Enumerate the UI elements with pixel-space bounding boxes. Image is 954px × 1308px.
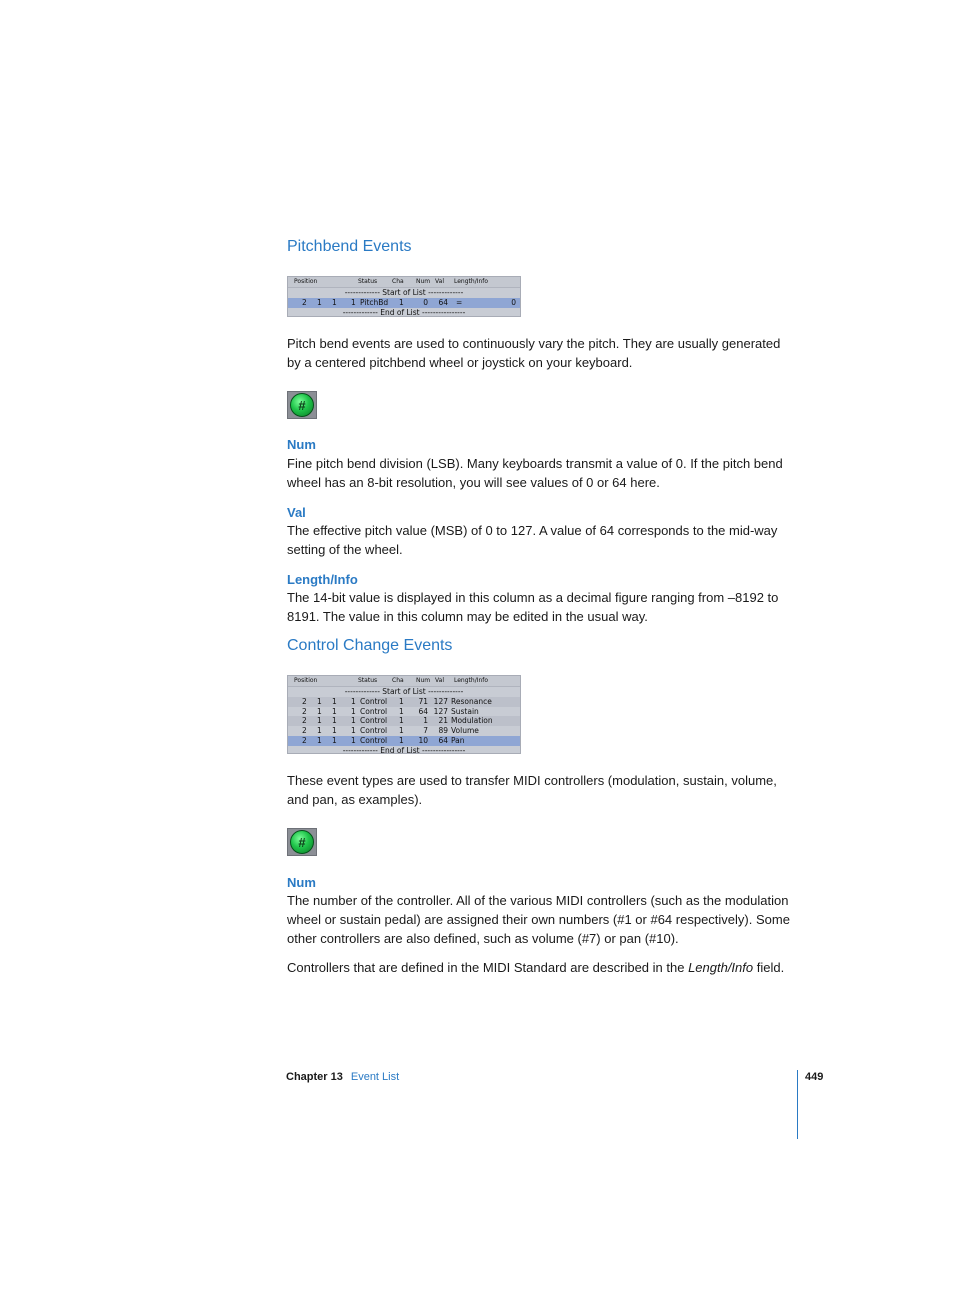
cell-bar[interactable]: 2 xyxy=(302,706,307,716)
page-number: 449 xyxy=(805,1071,824,1083)
event-list-header xyxy=(288,676,520,687)
cell-beat[interactable]: 1 xyxy=(317,726,322,736)
midi-event-icon xyxy=(287,391,317,419)
col-val[interactable]: Val xyxy=(435,677,444,684)
field-title-length-info: Length/Info xyxy=(287,572,358,587)
footer-chapter-title[interactable]: Event List xyxy=(350,1071,400,1083)
cell-info[interactable]: Resonance xyxy=(451,696,492,706)
cell-beat[interactable]: 1 xyxy=(317,696,322,706)
cell-tick[interactable]: 1 xyxy=(351,716,356,726)
cell-num[interactable]: 0 xyxy=(423,297,428,307)
cell-val[interactable]: 64 xyxy=(438,735,448,745)
pitchbend-description: Pitch bend events are used to continuously vary the pitch. They are usually generated by a centered pitchbend wheel or joystick on your keyboard. xyxy=(287,336,781,370)
col-cha[interactable]: Cha xyxy=(392,278,404,285)
cell-status[interactable]: Control xyxy=(360,716,388,726)
col-status[interactable]: Status xyxy=(358,677,378,684)
col-position[interactable]: Position xyxy=(294,677,318,684)
start-marker: ------------- Start of List ------------- xyxy=(344,288,464,297)
end-of-list-row xyxy=(288,308,520,318)
cell-division[interactable]: 1 xyxy=(332,706,337,716)
control-change-description: These event types are used to transfer MIDI controllers (modulation, sustain, volume, and pan, as examples). xyxy=(287,773,777,807)
col-position[interactable]: Position xyxy=(294,278,318,285)
cell-num[interactable]: 10 xyxy=(418,735,428,745)
col-length-info[interactable]: Length/Info xyxy=(454,278,489,285)
section-heading-control-change: Control Change Events xyxy=(287,637,453,654)
cell-bar[interactable]: 2 xyxy=(302,716,307,726)
cell-tick[interactable]: 1 xyxy=(351,726,356,736)
cell-division[interactable]: 1 xyxy=(332,716,337,726)
cell-bar[interactable]: 2 xyxy=(302,726,307,736)
cell-status[interactable]: Control xyxy=(360,726,388,736)
col-num[interactable]: Num xyxy=(416,278,431,285)
cell-symbol: = xyxy=(456,297,463,307)
cell-val[interactable]: 89 xyxy=(438,726,448,736)
field-text-val: The effective pitch value (MSB) of 0 to 127. A value of 64 corresponds to the mid-way setting of the wheel. xyxy=(287,523,778,557)
cell-cha[interactable]: 1 xyxy=(399,735,404,745)
closing-text-end: field. xyxy=(753,960,785,975)
cell-num[interactable]: 7 xyxy=(423,726,428,736)
start-of-list-row xyxy=(288,288,520,298)
event-ball-icon: # xyxy=(290,393,314,417)
cell-val[interactable]: 64 xyxy=(438,297,448,307)
cell-info[interactable]: Volume xyxy=(451,726,479,736)
cell-num[interactable]: 64 xyxy=(418,706,428,716)
cell-division[interactable]: 1 xyxy=(332,297,337,307)
cell-cha[interactable]: 1 xyxy=(399,297,404,307)
col-num[interactable]: Num xyxy=(416,677,431,684)
cell-bar[interactable]: 2 xyxy=(302,735,307,745)
field-title-num: Num xyxy=(287,437,316,452)
cell-beat[interactable]: 1 xyxy=(317,297,322,307)
cell-val[interactable]: 127 xyxy=(433,706,448,716)
cell-num[interactable]: 1 xyxy=(423,716,428,726)
field-title-val: Val xyxy=(287,505,306,520)
table-row[interactable] xyxy=(288,726,520,736)
cell-cha[interactable]: 1 xyxy=(399,706,404,716)
cell-cha[interactable]: 1 xyxy=(399,696,404,706)
cell-bar[interactable]: 2 xyxy=(302,297,307,307)
cell-division[interactable]: 1 xyxy=(332,696,337,706)
cell-status[interactable]: Control xyxy=(360,706,388,716)
table-row[interactable] xyxy=(288,697,520,707)
event-ball-icon: # xyxy=(290,830,314,854)
col-length-info[interactable]: Length/Info xyxy=(454,677,489,684)
end-of-list-row xyxy=(288,746,520,756)
cell-cha[interactable]: 1 xyxy=(399,726,404,736)
cell-status[interactable]: Control xyxy=(360,735,388,745)
end-marker: ------------- End of List ---------------- xyxy=(342,307,466,317)
closing-text-start: Controllers that are defined in the MIDI Standard are described in the xyxy=(287,960,689,975)
field-text-num: The number of the controller. All of the various MIDI controllers (such as the modulation wheel or sustain pedal) are assigned their own numbers (#1 or #64 respectively). Some other controllers are also defined, such as volume (#7) or pan (#10). xyxy=(287,893,790,946)
pitchbend-event-list xyxy=(287,276,521,317)
field-title-num: Num xyxy=(287,875,316,890)
cell-info[interactable]: Pan xyxy=(451,735,465,745)
cell-bar[interactable]: 2 xyxy=(302,696,307,706)
cell-val[interactable]: 21 xyxy=(438,716,448,726)
table-row[interactable] xyxy=(288,736,520,746)
footer-divider xyxy=(797,1070,798,1139)
cell-tick[interactable]: 1 xyxy=(351,735,356,745)
end-marker: ------------- End of List ---------------- xyxy=(342,745,466,755)
closing-paragraph xyxy=(287,958,797,977)
cell-beat[interactable]: 1 xyxy=(317,716,322,726)
col-cha[interactable]: Cha xyxy=(392,677,404,684)
cell-info[interactable]: 0 xyxy=(511,297,516,307)
closing-text-italic: Length/Info xyxy=(688,960,754,975)
footer-chapter: Chapter 13 xyxy=(286,1071,343,1083)
cell-division[interactable]: 1 xyxy=(332,735,337,745)
cell-info[interactable]: Modulation xyxy=(451,716,493,726)
cell-tick[interactable]: 1 xyxy=(351,696,356,706)
cell-division[interactable]: 1 xyxy=(332,726,337,736)
table-row[interactable] xyxy=(288,716,520,726)
col-status[interactable]: Status xyxy=(358,278,378,285)
table-row[interactable] xyxy=(288,707,520,717)
col-val[interactable]: Val xyxy=(435,278,444,285)
cell-cha[interactable]: 1 xyxy=(399,716,404,726)
section-heading-pitchbend: Pitchbend Events xyxy=(287,238,412,255)
cell-status[interactable]: PitchBd xyxy=(360,297,389,307)
event-list-header xyxy=(288,277,520,288)
cell-tick[interactable]: 1 xyxy=(351,706,356,716)
cell-info[interactable]: Sustain xyxy=(451,706,479,716)
table-row[interactable] xyxy=(288,298,520,308)
cell-val[interactable]: 127 xyxy=(433,696,448,706)
cell-tick[interactable]: 1 xyxy=(351,297,356,307)
start-marker: ------------- Start of List ------------- xyxy=(344,687,464,696)
field-text-length-info: The 14-bit value is displayed in this column as a decimal figure ranging from –8192 to 8191. The value in this column may be edited in the usual way. xyxy=(287,590,779,624)
page-footer xyxy=(286,1071,399,1083)
cell-beat[interactable]: 1 xyxy=(317,706,322,716)
cell-beat[interactable]: 1 xyxy=(317,735,322,745)
cell-status[interactable]: Control xyxy=(360,696,388,706)
control-change-event-list xyxy=(287,675,521,754)
midi-event-icon xyxy=(287,828,317,856)
field-text-num: Fine pitch bend division (LSB). Many keyboards transmit a value of 0. If the pitch bend wheel has an 8-bit resolution, you will see values of 0 or 64 here. xyxy=(287,456,783,490)
cell-num[interactable]: 71 xyxy=(418,696,428,706)
start-of-list-row xyxy=(288,687,520,697)
